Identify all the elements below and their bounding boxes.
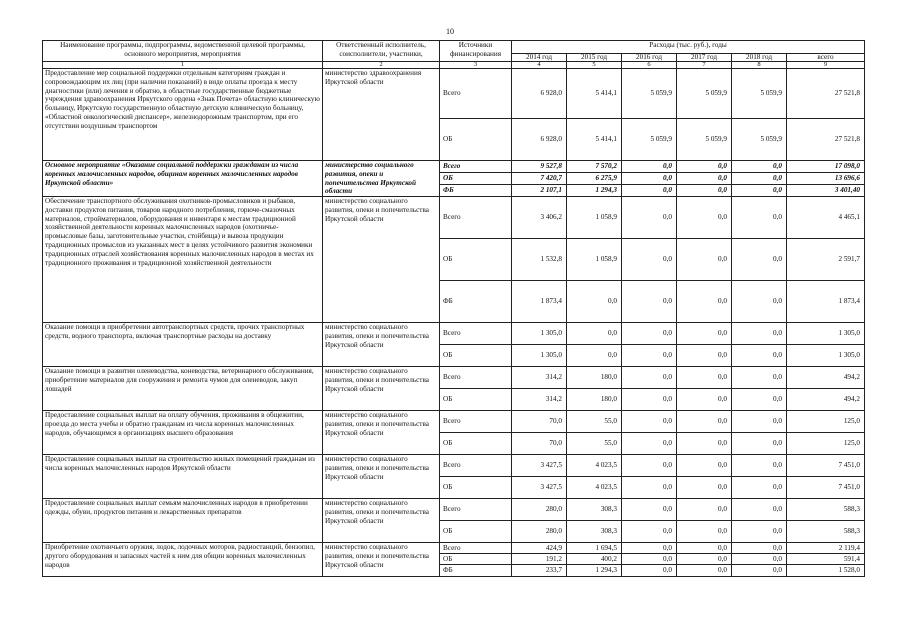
year-value: 0,0 [732, 345, 787, 367]
measure-name: Приобретение охотничьего оружия, лодок, лодочных моторов, радиостанций, бензопил, другого оборудования и запасных частей к ним для общин коренных малочисленных народов [43, 543, 323, 577]
funding-source: Всего [440, 323, 512, 345]
year-value: 0,0 [732, 565, 787, 577]
total-value: 494,2 [787, 389, 865, 411]
year-value: 280,0 [512, 521, 567, 543]
header-year: 2015 год [567, 54, 622, 62]
year-value: 0,0 [732, 455, 787, 477]
executor-name: министерство социального развития, опеки и попечительства Иркутской области [323, 161, 440, 197]
year-value: 0,0 [622, 239, 677, 281]
year-value: 3 427,5 [512, 455, 567, 477]
year-value: 0,0 [732, 521, 787, 543]
measure-name: Предоставление мер социальной поддержки отдельным категориям граждан и сопровождающим их лиц (при наличии показаний) в виде оплаты проезда к месту диагностики (или) лечения и обратно, в областные государственные бюджетные учреждения здравоохранения Иркутского ордена «Знак Почета» областную клиническую больницу, Иркутскую государственную областную детскую клиническую больницу, «Областной онкологический диспансер», железнодорожным транспортом, при его отсутствии воздушным транспортом [43, 69, 323, 161]
column-index: 6 [622, 62, 677, 69]
funding-source: ФБ [440, 281, 512, 323]
year-value: 0,0 [622, 477, 677, 499]
year-value: 0,0 [677, 565, 732, 577]
total-value: 2 591,7 [787, 239, 865, 281]
year-value: 5 059,9 [622, 119, 677, 161]
year-value: 180,0 [567, 389, 622, 411]
year-value: 5 059,9 [732, 119, 787, 161]
year-value: 0,0 [622, 455, 677, 477]
total-value: 494,2 [787, 367, 865, 389]
year-value: 0,0 [622, 389, 677, 411]
year-value: 0,0 [622, 543, 677, 554]
year-value: 0,0 [732, 239, 787, 281]
executor-name: министерство социального развития, опеки и попечительства Иркутской области [323, 499, 440, 543]
total-value: 588,3 [787, 521, 865, 543]
year-value: 0,0 [622, 173, 677, 185]
year-value: 0,0 [732, 281, 787, 323]
column-index: 5 [567, 62, 622, 69]
column-index: 4 [512, 62, 567, 69]
year-value: 4 023,5 [567, 477, 622, 499]
year-value: 0,0 [732, 477, 787, 499]
year-value: 0,0 [622, 433, 677, 455]
table-row [43, 197, 865, 239]
year-value: 1 305,0 [512, 323, 567, 345]
expenses-table [42, 40, 865, 577]
funding-source: Всего [440, 197, 512, 239]
year-value: 0,0 [622, 185, 677, 197]
measure-name: Основное мероприятие «Оказание социальной поддержки гражданам из числа коренных малочисленных народов, общинам коренных малочисленных народов Иркутской области» [43, 161, 323, 197]
column-index: 7 [677, 62, 732, 69]
year-value: 0,0 [677, 521, 732, 543]
year-value: 0,0 [622, 345, 677, 367]
funding-source: Всего [440, 161, 512, 173]
year-value: 5 059,9 [677, 119, 732, 161]
year-value: 0,0 [677, 281, 732, 323]
year-value: 400,2 [567, 554, 622, 565]
executor-name: министерство социального развития, опеки и попечительства Иркутской области [323, 411, 440, 455]
header-expenses: Расходы (тыс. руб.), годы [512, 41, 865, 54]
year-value: 1 694,5 [567, 543, 622, 554]
total-value: 1 528,0 [787, 565, 865, 577]
year-value: 1 305,0 [512, 345, 567, 367]
year-value: 0,0 [677, 323, 732, 345]
funding-source: ОБ [440, 521, 512, 543]
header-year: 2017 год [677, 54, 732, 62]
total-value: 1 305,0 [787, 345, 865, 367]
funding-source: ФБ [440, 185, 512, 197]
year-value: 7 570,2 [567, 161, 622, 173]
year-value: 1 873,4 [512, 281, 567, 323]
measure-name: Оказание помощи в развитии оленеводства, коневодства, ветеринарного обслуживания, приобретение материалов для сооружения и ремонта чумов для оленеводов, закуп лошадей [43, 367, 323, 411]
table-row [43, 411, 865, 433]
year-value: 2 107,1 [512, 185, 567, 197]
measure-name: Предоставление социальных выплат на строительство жилых помещений гражданам из числа коренных малочисленных народов Иркутской области [43, 455, 323, 499]
measure-name: Предоставление социальных выплат на оплату обучения, проживания в общежитии, проезда до места учебы и обратно гражданам из числа коренных малочисленных народов, обучающимся в организациях высшего образования [43, 411, 323, 455]
year-value: 5 414,1 [567, 119, 622, 161]
year-value: 308,3 [567, 499, 622, 521]
year-value: 55,0 [567, 433, 622, 455]
column-index: 2 [323, 62, 440, 69]
year-value: 314,2 [512, 389, 567, 411]
year-value: 0,0 [677, 173, 732, 185]
funding-source: Всего [440, 367, 512, 389]
table-row [43, 69, 865, 119]
executor-name: министерство здравоохранения Иркутской области [323, 69, 440, 161]
year-value: 180,0 [567, 367, 622, 389]
year-value: 0,0 [677, 455, 732, 477]
year-value: 55,0 [567, 411, 622, 433]
executor-name: министерство социального развития, опеки и попечительства Иркутской области [323, 543, 440, 577]
year-value: 191,2 [512, 554, 567, 565]
year-value: 6 928,0 [512, 119, 567, 161]
year-value: 1 294,3 [567, 185, 622, 197]
table-row [43, 323, 865, 345]
year-value: 424,9 [512, 543, 567, 554]
total-value: 7 451,0 [787, 455, 865, 477]
year-value: 0,0 [677, 499, 732, 521]
measure-name: Предоставление социальных выплат семьям малочисленных народов в приобретении одежды, обуви, продуктов питания и лекарственных препаратов [43, 499, 323, 543]
header-year: 2016 год [622, 54, 677, 62]
year-value: 6 275,9 [567, 173, 622, 185]
year-value: 0,0 [732, 543, 787, 554]
table-row [43, 499, 865, 521]
year-value: 0,0 [677, 345, 732, 367]
year-value: 7 420,7 [512, 173, 567, 185]
year-value: 5 059,9 [677, 69, 732, 119]
measure-name: Обеспечение транспортного обслуживания охотников-промысловиков и рыбаков, доставки продуктов питания, товаров народного потребления, горюче-смазочных материалов, стройматериалов, оборудования и инвентаря к местам традиционной хозяйственной деятельности коренных малочисленных народов (охотничье-промысловые базы, заготовительные участки, стойбища) и вывоза продукции традиционных промыслов из указанных мест в целях устойчивого развития экономики традиционных отраслей хозяйствования коренных малочисленных народов в местах их традиционного проживания и традиционной хозяйственной деятельности [43, 197, 323, 323]
executor-name: министерство социального развития, опеки и попечительства Иркутской области [323, 197, 440, 323]
total-value: 591,4 [787, 554, 865, 565]
year-value: 0,0 [732, 197, 787, 239]
executor-name: министерство социального развития, опеки и попечительства Иркутской области [323, 455, 440, 499]
total-value: 4 465,1 [787, 197, 865, 239]
year-value: 0,0 [677, 367, 732, 389]
header-total: всего [787, 54, 865, 62]
funding-source: ОБ [440, 389, 512, 411]
year-value: 0,0 [622, 197, 677, 239]
year-value: 5 059,9 [732, 69, 787, 119]
year-value: 1 058,9 [567, 197, 622, 239]
funding-source: ФБ [440, 565, 512, 577]
year-value: 0,0 [732, 554, 787, 565]
year-value: 0,0 [732, 389, 787, 411]
header-name: Наименование программы, подпрограммы, ведомственной целевой программы, основного мероприятия, мероприятия [43, 41, 323, 62]
funding-source: Всего [440, 69, 512, 119]
total-value: 7 451,0 [787, 477, 865, 499]
year-value: 0,0 [622, 554, 677, 565]
total-value: 13 696,6 [787, 173, 865, 185]
total-value: 27 521,8 [787, 119, 865, 161]
executor-name: министерство социального развития, опеки и попечительства Иркутской области [323, 367, 440, 411]
year-value: 0,0 [732, 499, 787, 521]
year-value: 70,0 [512, 411, 567, 433]
year-value: 0,0 [622, 323, 677, 345]
total-value: 125,0 [787, 411, 865, 433]
year-value: 9 527,8 [512, 161, 567, 173]
total-value: 1 305,0 [787, 323, 865, 345]
funding-source: Всего [440, 543, 512, 554]
year-value: 308,3 [567, 521, 622, 543]
column-index: 9 [787, 62, 865, 69]
funding-source: Всего [440, 455, 512, 477]
year-value: 0,0 [567, 323, 622, 345]
year-value: 4 023,5 [567, 455, 622, 477]
year-value: 0,0 [567, 281, 622, 323]
year-value: 0,0 [732, 173, 787, 185]
total-value: 588,3 [787, 499, 865, 521]
year-value: 3 406,2 [512, 197, 567, 239]
year-value: 70,0 [512, 433, 567, 455]
header-source: Источники финансирования [440, 41, 512, 62]
column-index: 3 [440, 62, 512, 69]
year-value: 0,0 [622, 161, 677, 173]
year-value: 280,0 [512, 499, 567, 521]
header-year: 2014 год [512, 54, 567, 62]
funding-source: Всего [440, 411, 512, 433]
year-value: 0,0 [677, 433, 732, 455]
year-value: 0,0 [677, 161, 732, 173]
year-value: 0,0 [622, 521, 677, 543]
year-value: 0,0 [622, 281, 677, 323]
table-body [43, 69, 865, 577]
year-value: 0,0 [622, 565, 677, 577]
year-value: 6 928,0 [512, 69, 567, 119]
year-value: 0,0 [622, 499, 677, 521]
year-value: 5 414,1 [567, 69, 622, 119]
executor-name: министерство социального развития, опеки и попечительства Иркутской области [323, 323, 440, 367]
column-index: 1 [43, 62, 323, 69]
year-value: 0,0 [732, 367, 787, 389]
total-value: 2 119,4 [787, 543, 865, 554]
total-value: 1 873,4 [787, 281, 865, 323]
year-value: 0,0 [677, 411, 732, 433]
year-value: 0,0 [732, 323, 787, 345]
total-value: 125,0 [787, 433, 865, 455]
funding-source: ОБ [440, 433, 512, 455]
table-row [43, 543, 865, 554]
column-index-row [43, 62, 865, 69]
total-value: 27 521,8 [787, 69, 865, 119]
funding-source: ОБ [440, 173, 512, 185]
page-number: 10 [446, 27, 454, 36]
total-value: 3 401,40 [787, 185, 865, 197]
funding-source: Всего [440, 499, 512, 521]
year-value: 1 058,9 [567, 239, 622, 281]
year-value: 0,0 [732, 185, 787, 197]
funding-source: ОБ [440, 477, 512, 499]
funding-source: ОБ [440, 119, 512, 161]
year-value: 0,0 [677, 543, 732, 554]
table-row [43, 367, 865, 389]
year-value: 5 059,9 [622, 69, 677, 119]
funding-source: ОБ [440, 345, 512, 367]
year-value: 1 294,3 [567, 565, 622, 577]
column-index: 8 [732, 62, 787, 69]
header-year: 2018 год [732, 54, 787, 62]
year-value: 0,0 [622, 411, 677, 433]
measure-name: Оказание помощи в приобретении автотранспортных средств, прочих транспортных средств, водного транспорта, включая транспортные расходы на доставку [43, 323, 323, 367]
funding-source: ОБ [440, 554, 512, 565]
year-value: 0,0 [567, 345, 622, 367]
year-value: 314,2 [512, 367, 567, 389]
year-value: 0,0 [677, 185, 732, 197]
year-value: 3 427,5 [512, 477, 567, 499]
year-value: 0,0 [622, 367, 677, 389]
year-value: 0,0 [677, 239, 732, 281]
table-row [43, 161, 865, 173]
year-value: 0,0 [732, 411, 787, 433]
year-value: 1 532,8 [512, 239, 567, 281]
header-executor: Ответственный исполнитель, соисполнители, участники, [323, 41, 440, 62]
year-value: 0,0 [677, 389, 732, 411]
year-value: 0,0 [677, 477, 732, 499]
total-value: 17 098,0 [787, 161, 865, 173]
funding-source: ОБ [440, 239, 512, 281]
year-value: 0,0 [677, 554, 732, 565]
year-value: 233,7 [512, 565, 567, 577]
year-value: 0,0 [677, 197, 732, 239]
year-value: 0,0 [732, 433, 787, 455]
year-value: 0,0 [732, 161, 787, 173]
table-row [43, 455, 865, 477]
